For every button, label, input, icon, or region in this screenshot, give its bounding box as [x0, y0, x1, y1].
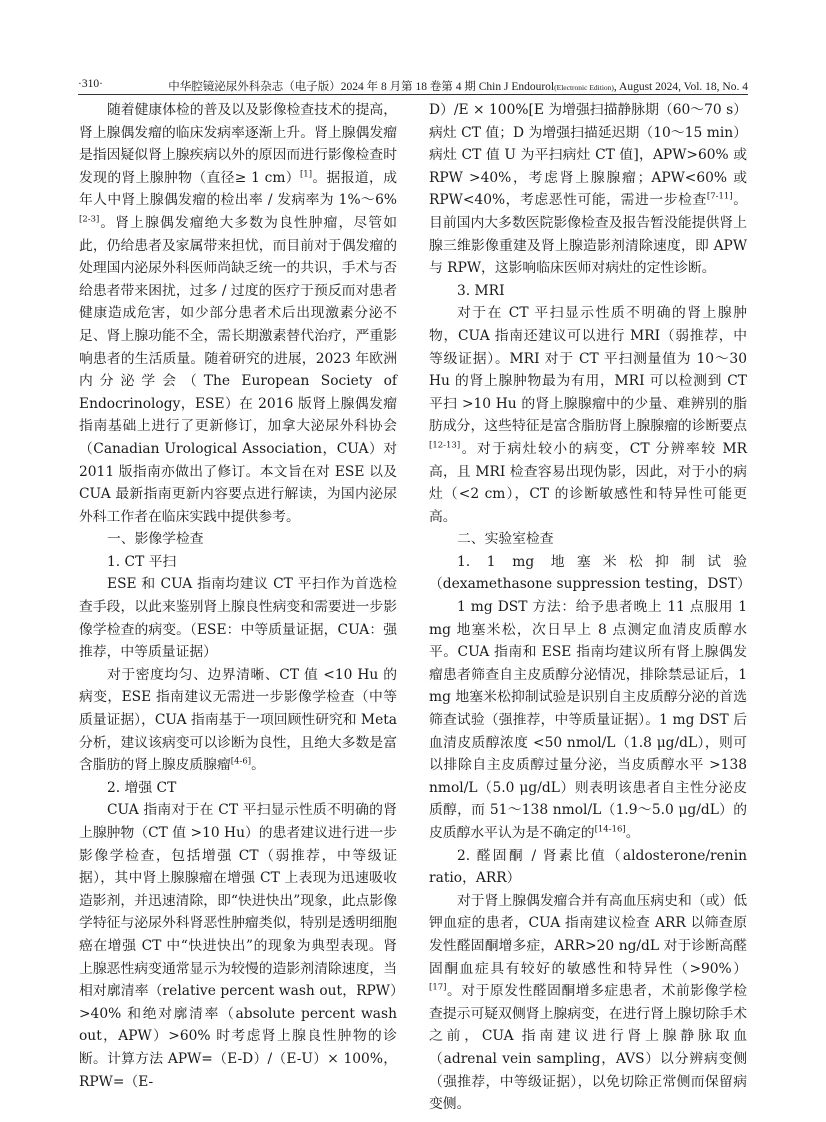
paragraph: 1 mg DST 方法：给予患者晚上 11 点服用 1 mg 地塞米松，次日早上 8 点测定血清皮质醇水平。CUA 指南和 ESE 指南均建议所有肾上腺偶发瘤患者筛查自主皮质醇分泌情况，排除禁忌证后，1 mg 地塞米松抑制试验是识别自主皮质醇分泌的首选筛查试验（强推荐，中等质量证据）。1 mg DST 后血清皮质醇浓度 <50 nmol/L（1.8 μg/dL），则可以排除自主皮质醇过量分泌，当皮质醇水平 >138 nmol/L（5.0 μg/dL）则表明该患者自主性分泌皮质醇，而 51～138 nmol/L（1.9～5.0 μg/dL）的皮质醇水平认为是不确定的[14-16]。 — [429, 599, 747, 841]
paragraph: CUA 指南对于在 CT 平扫显示性质不明确的肾上腺肿物（CT 值 >10 Hu）的患者建议进行进一步影像学检查，包括增强 CT（弱推荐，中等级证据），其中肾上腺腺瘤在增强 CT 上表现为迅速吸收造影剂，并迅速清除，即“快进快出”现象，此点影像学特征与泌尿外科肾恶性肿瘤类似，特别是透明细胞癌在增强 CT 中“快进快出”的现象为典型表现。肾上腺恶性病变通常显示为较慢的造影剂清除速度，当相对廓清率（relative percent wash out，RPW）>40% 和绝对廓清率（absolute percent wash out，APW）>60% 时考虑肾上腺良性肿物的诊断。计算方法 APW=（E-D）/（E-U）× 100%，RPW=（E- — [79, 802, 397, 1090]
subsection-heading: 1. 1 mg 地塞米松抑制试验（dexamethasone suppression testing，DST） — [429, 553, 751, 593]
journal-citation — [168, 78, 748, 94]
paragraph: D）/E × 100%[E 为增强扫描静脉期（60～70 s）病灶 CT 值；D 为增强扫描延迟期（10～15 min）病灶 CT 值 U 为平扫病灶 CT 值]，APW>60% 或 RPW >40%，考虑肾上腺腺瘤；APW<60% 或 RPW<40%，考虑恶性可能，需进一步检查[7-11]。目前国内大多数医院影像检查及报告暂没能提供肾上腺三维影像重建及肾上腺造影剂清除速度，即 APW 与 RPW，这影响临床医师对病灶的定性诊断。 — [429, 102, 748, 277]
page-number: ·310· — [78, 78, 103, 90]
journal-issue: , August 2024, Vol. 18, No. 4 — [613, 81, 748, 93]
section-heading: 二、实验室检查 — [457, 531, 554, 548]
right-column — [429, 99, 751, 1116]
paragraph: 对于肾上腺偶发瘤合并有高血压病史和（或）低钾血症的患者，CUA 指南建议检查 ARR 以筛查原发性醛固酮增多症，ARR>20 ng/dL 对于诊断高醛固酮血症具有较好的敏感性和特异性（>90%）[17]。对于原发性醛固酮增多症患者，术前影像学检查提示可疑双侧肾上腺病变，在进行肾上腺切除手术之前，CUA 指南建议进行肾上腺静脉取血（adrenal vein sampling，AVS）以分辨病变侧（强推荐，中等级证据），以免切除正常侧而保留病变侧。 — [429, 892, 747, 1113]
header-rule — [78, 94, 748, 95]
subsection-heading: 3. MRI — [457, 282, 505, 299]
paragraph: 对于在 CT 平扫显示性质不明确的肾上腺肿物，CUA 指南还建议可以进行 MRI（弱推荐，中等级证据）。MRI 对于 CT 平扫测量值为 10～30 Hu 的肾上腺肿物最为有用，MRI 可以检测到 CT 平扫 >10 Hu 的肾上腺腺瘤中的少量、难辨别的脂肪成分，这些特征是富含脂肪肾上腺腺瘤的诊断要点[12-13]。对于病灶较小的病变，CT 分辨率较 MR 高，且 MRI 检查容易出现伪影，因此，对于小的病灶（<2 cm），CT 的诊断敏感性和特异性可能更高。 — [429, 305, 747, 525]
journal-main: 中华腔镜泌尿外科杂志（电子版）2024 年 8 月第 18 卷第 4 期 Chin J Endourol — [168, 81, 555, 93]
section-heading: 一、影像学检查 — [107, 531, 204, 548]
subsection-heading: 2. 增强 CT — [107, 779, 177, 796]
paragraph: ESE 和 CUA 指南均建议 CT 平扫作为首选检查手段，以此来鉴别肾上腺良性病变和需要进一步影像学检查的病变。（ESE：中等质量证据，CUA：强推荐，中等质量证据） — [79, 576, 397, 661]
paragraph: 对于密度均匀、边界清晰、CT 值 <10 Hu 的病变，ESE 指南建议无需进一步影像学检查（中等质量证据），CUA 指南基于一项回顾性研究和 Meta 分析，建议该病变可以诊断为良性，且绝大多数是富含脂肪的肾上腺皮质腺瘤[4-6]。 — [79, 666, 397, 774]
left-column — [79, 99, 397, 1093]
running-header — [78, 78, 748, 94]
subsection-heading: 2. 醛固酮 / 肾素比值（aldosterone/renin ratio，ARR） — [429, 847, 747, 887]
paragraph: 随着健康体检的普及以及影像检查技术的提高，肾上腺偶发瘤的临床发病率逐渐上升。肾上腺偶发瘤是指因疑似肾上腺疾病以外的原因而进行影像检查时发现的肾上腺肿物（直径≥ 1 cm）[1]。据报道，成年人中肾上腺偶发瘤的检出率 / 发病率为 1%～6%[2-3]。肾上腺偶发瘤绝大多数为良性肿瘤，尽管如此，仍给患者及家属带来担忧，而目前对于偶发瘤的处理国内泌尿外科医师尚缺乏统一的共识，手术与否给患者带来困扰，过多 / 过度的医疗于预反而对患者健康造成危害，如少部分患者术后出现激素分泌不足、肾上腺功能不全，需长期激素替代治疗，严重影响患者的生活质量。随着研究的进展，2023 年欧洲内分泌学会（The European Society of Endocrinology，ESE）在 2016 版肾上腺偶发瘤指南基础上进行了更新修订，加拿大泌尿外科协会（Canadian Urological Association，CUA）对 2011 版指南亦做出了修订。本文旨在对 ESE 以及 CUA 最新指南更新内容要点进行解读，为国内泌尿外科工作者在临床实践中提供参考。 — [79, 102, 398, 525]
journal-edition: (Electronic Edition) — [554, 83, 614, 92]
subsection-heading: 1. CT 平扫 — [107, 553, 177, 570]
